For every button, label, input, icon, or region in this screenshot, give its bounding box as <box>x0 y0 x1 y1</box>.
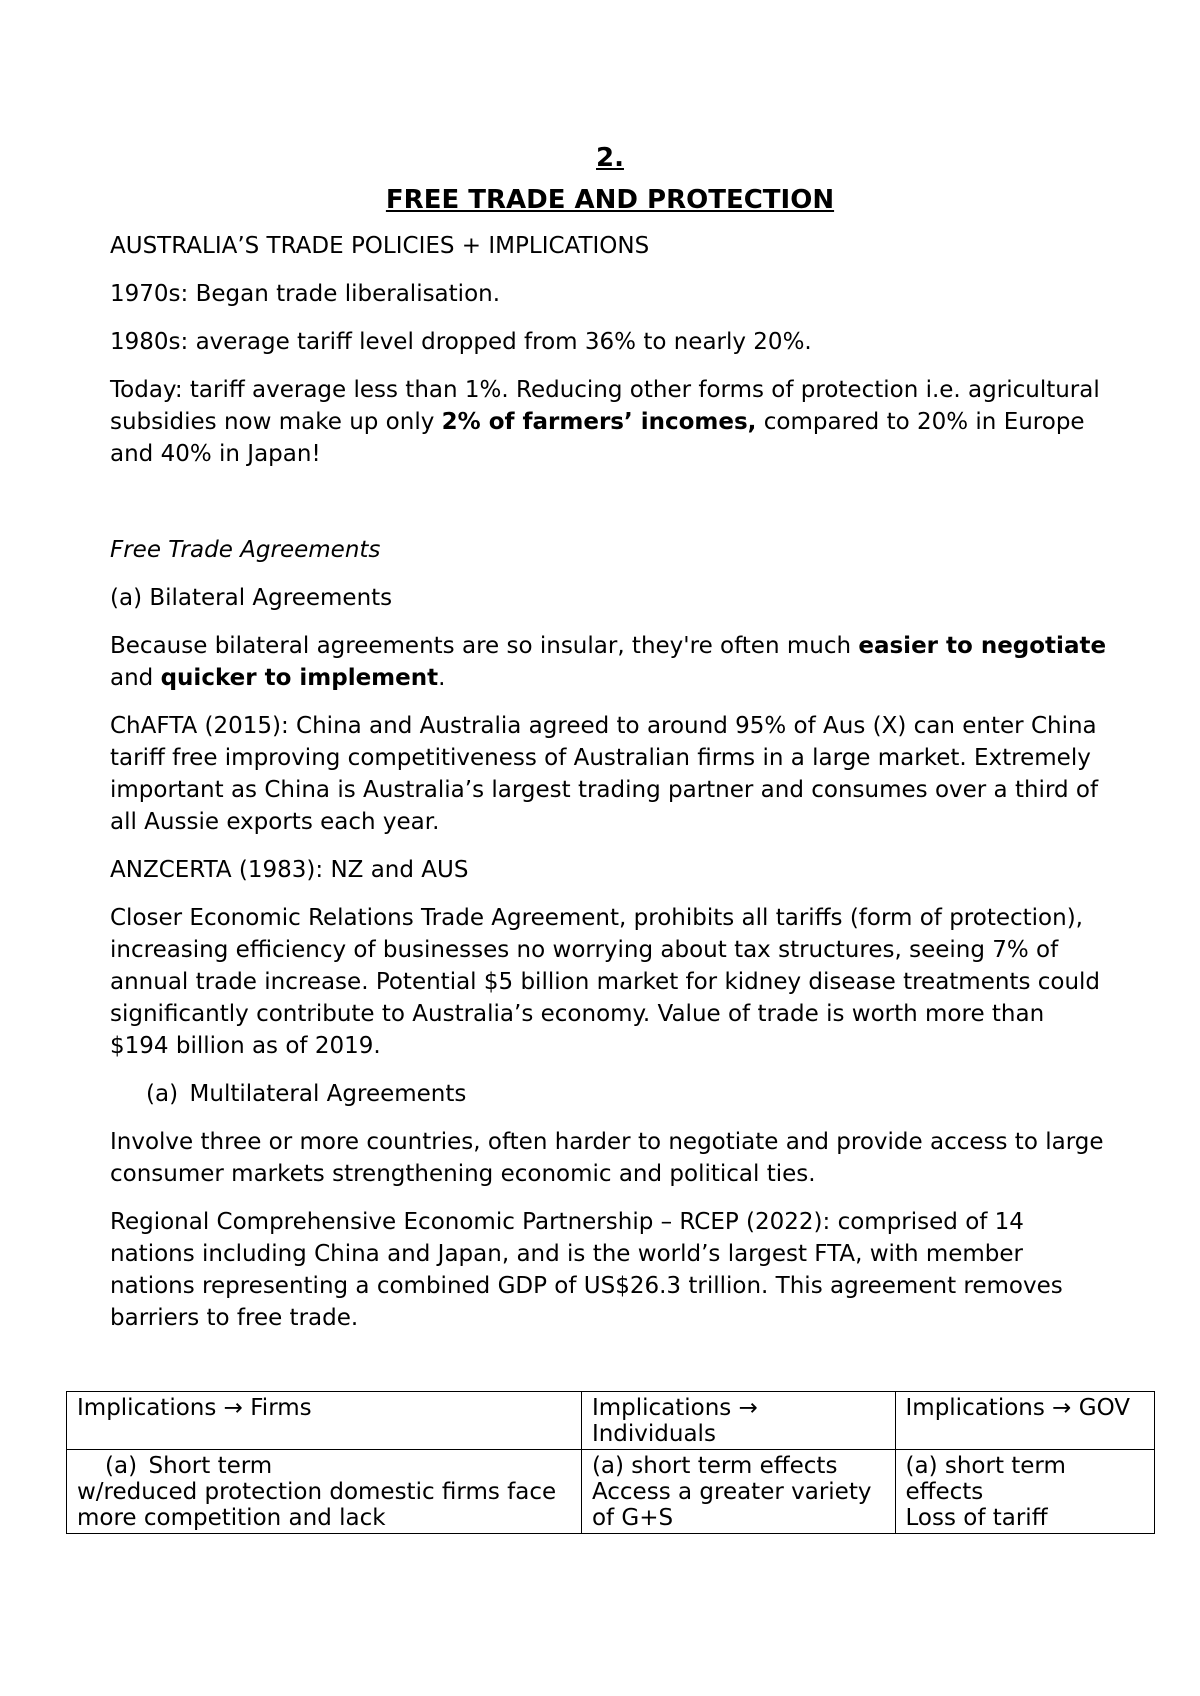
fta-title <box>110 534 1110 566</box>
chafta-paragraph: ChAFTA (2015): China and Australia agreed to around 95% of Aus (X) can enter China tariff free improving competitiveness of Australian firms in a large market. Extremely important as China is Australia’s largest trading partner and consumes over a third of all Aussie exports each year. <box>110 713 1099 835</box>
bilateral-bold-1: easier to negotiate <box>858 633 1107 659</box>
cell-gov <box>895 1450 1155 1534</box>
rcep-paragraph: Regional Comprehensive Economic Partnership – RCEP (2022): comprised of 14 nations including China and Japan, and is the world’s largest FTA, with member nations representing a combined GDP of US$26.3 trillion. This agreement removes barriers to free trade. <box>110 1209 1063 1331</box>
section-heading: AUSTRALIA’S TRADE POLICIES + IMPLICATIONS <box>110 233 650 259</box>
bilateral-text: Because bilateral agreements are so insular, they're often much <box>110 633 859 659</box>
multilateral-description: Involve three or more countries, often harder to negotiate and provide access to large consumer markets strengthening economic and political ties. <box>110 1129 1104 1187</box>
header-firms: Implications → Firms <box>67 1392 582 1450</box>
today-bold: 2% of farmers’ incomes, <box>441 409 757 435</box>
cell-firms <box>67 1450 582 1534</box>
table-row <box>67 1450 1155 1534</box>
bilateral-description <box>110 630 1110 694</box>
bilateral-bold-2: quicker to implement <box>160 665 439 691</box>
anzcerta-paragraph: Closer Economic Relations Trade Agreement, prohibits all tariffs (form of protection), increasing efficiency of businesses no worrying about tax structures, seeing 7% of annual trade increase. Potential $5 billion market for kidney disease treatments could significantly contribute to Australia’s economy. Value of trade is worth more than $194 billion as of 2019. <box>110 905 1101 1059</box>
table-header-row <box>67 1392 1155 1450</box>
individuals-text: Access a greater variety of G+S <box>591 1479 872 1531</box>
bilateral-and: and <box>110 665 161 691</box>
chapter-number: 2. <box>596 143 624 173</box>
document-content <box>110 140 1110 1350</box>
timeline-1980s: 1980s: average tariff level dropped from 36% to nearly 20%. <box>110 329 812 355</box>
anzcerta-title: ANZCERTA (1983): NZ and AUS <box>110 857 469 883</box>
today-text-end: compared to 20% in Europe and 40% in Japan! <box>110 409 1085 467</box>
today-paragraph <box>110 374 1110 470</box>
gov-text: Loss of tariff <box>905 1505 1048 1531</box>
firms-text: w/reduced protection domestic firms face more competition and lack <box>77 1479 557 1531</box>
individuals-label: (a) short term effects <box>591 1453 838 1479</box>
header-gov: Implications → GOV <box>895 1392 1155 1450</box>
header-individuals: Implications → Individuals <box>581 1392 895 1450</box>
firms-label: (a) Short term <box>105 1453 273 1479</box>
today-text: Today: tariff average less than 1%. Reducing other forms of protection i.e. agricultural subsidies now make up only <box>110 377 1100 435</box>
timeline-1970s: 1970s: Began trade liberalisation. <box>110 281 501 307</box>
implications-table <box>66 1391 1155 1534</box>
multilateral-label: (a) Multilateral Agreements <box>146 1081 467 1107</box>
gov-label: (a) short term effects <box>905 1453 1066 1505</box>
chapter-title: FREE TRADE AND PROTECTION <box>385 185 835 215</box>
bilateral-label: (a) Bilateral Agreements <box>110 585 393 611</box>
fta-title-text: Free Trade Agreements <box>110 537 381 563</box>
cell-individuals <box>581 1450 895 1534</box>
bilateral-end: . <box>438 665 446 691</box>
spacer <box>110 486 1110 534</box>
